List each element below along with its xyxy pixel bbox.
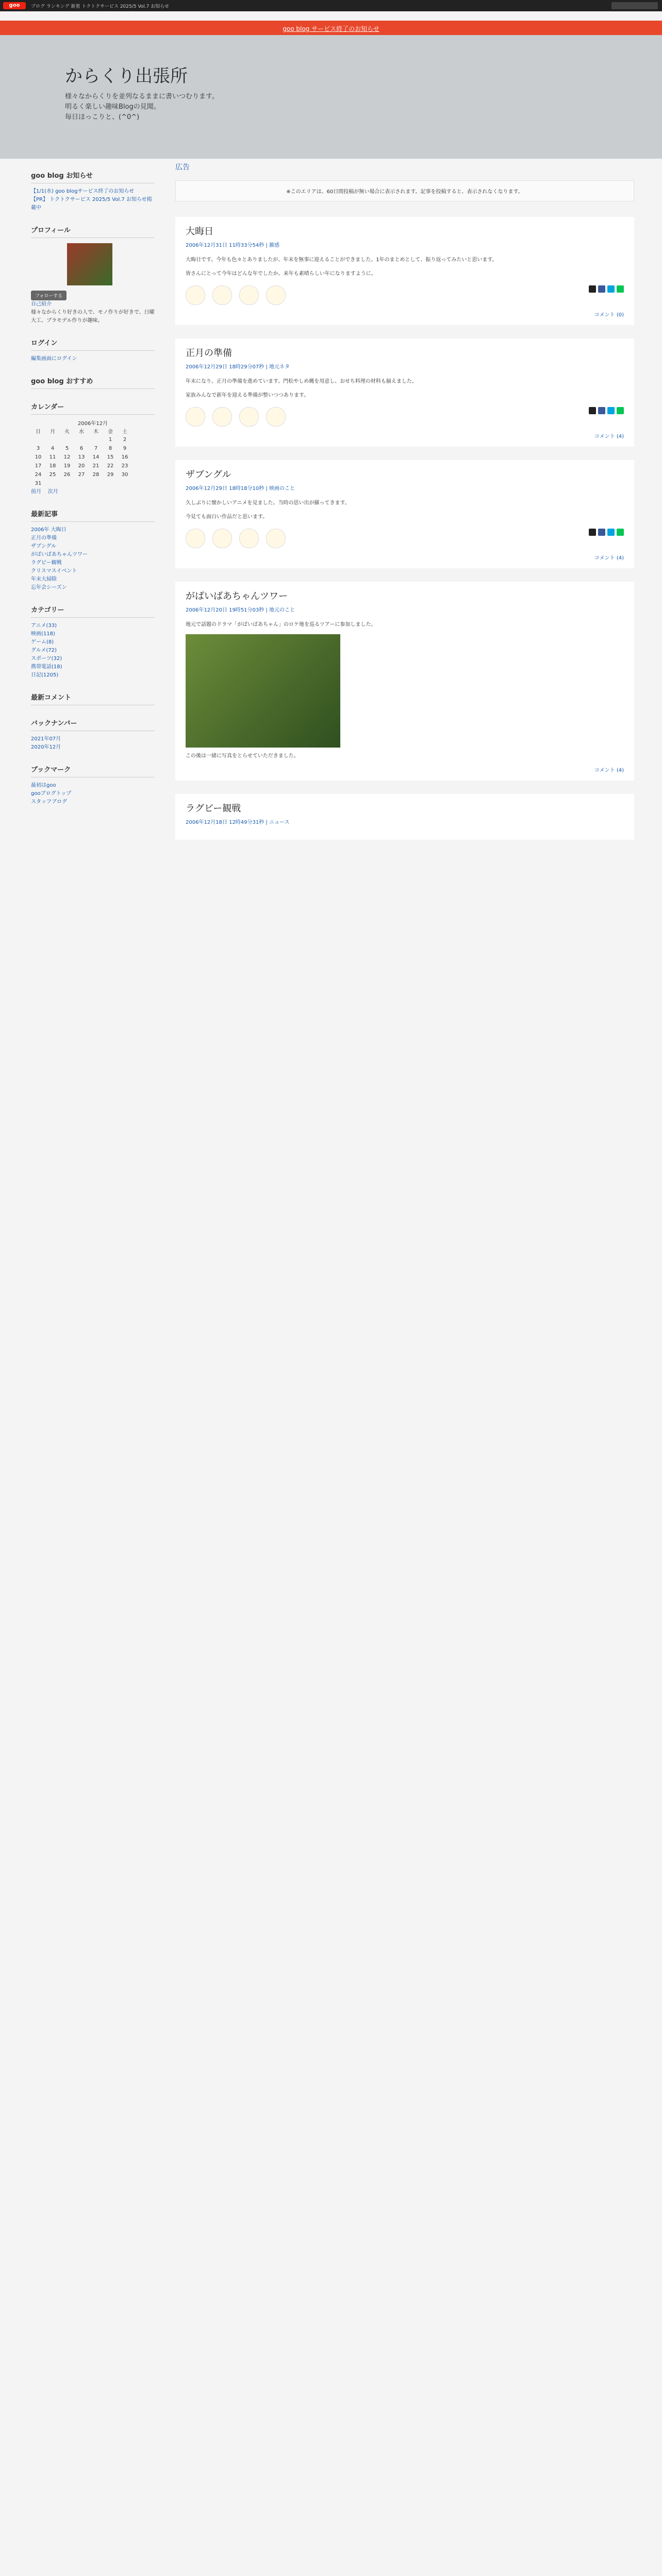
calendar-month: 2006年12月	[77, 421, 108, 427]
blog-post	[175, 217, 634, 325]
calendar-day[interactable]	[45, 479, 60, 488]
calendar-table	[31, 427, 132, 488]
category-item[interactable]: グルメ(72)	[31, 648, 57, 653]
calendar-day[interactable]: 22	[107, 463, 114, 469]
recent-item[interactable]: 正月の準備	[31, 535, 57, 541]
x-share-icon[interactable]	[589, 285, 596, 293]
reaction-bar	[186, 529, 624, 549]
post-title[interactable]: ザブングル	[186, 469, 231, 480]
sidebar-backnumber	[31, 718, 155, 752]
category-item[interactable]: ゲーム(8)	[31, 639, 54, 645]
sidebar-heading: カテゴリー	[31, 604, 155, 618]
sidebar	[31, 170, 155, 819]
blog-post	[175, 338, 634, 447]
reaction-icon[interactable]	[186, 285, 205, 305]
profile-avatar	[67, 243, 112, 285]
calendar-day[interactable]: 16	[121, 454, 128, 460]
reaction-bar	[186, 285, 624, 306]
sidebar-recent	[31, 509, 155, 592]
post-paragraph: 今見ても面白い作品だと思います。	[186, 514, 268, 520]
calendar-day[interactable]	[74, 479, 89, 488]
backnumber-item[interactable]: 2020年12月	[31, 744, 61, 750]
reaction-icon[interactable]	[212, 285, 232, 305]
notice-item[interactable]: 【PR】 トクトクサービス 2025/5 Vol.7 お知らせ掲載中	[31, 197, 152, 211]
bookmark-item[interactable]: スタッフブログ	[31, 799, 67, 805]
calendar-day[interactable]: 19	[63, 463, 71, 469]
blog-title[interactable]: からくり出張所	[65, 66, 188, 87]
reaction-icon[interactable]	[266, 285, 286, 305]
hatena-share-icon[interactable]	[607, 529, 615, 536]
calendar-next[interactable]: 次月	[47, 489, 58, 495]
calendar-day[interactable]: 3	[36, 446, 40, 451]
post-meta[interactable]: 2006年12月29日 18時18分10秒 | 映画のこと	[186, 486, 295, 492]
comment-link[interactable]: コメント (0)	[594, 312, 624, 318]
reaction-icon[interactable]	[239, 407, 259, 427]
post-title[interactable]: がばいばあちゃんツワー	[186, 591, 288, 602]
calendar-weekday: 日	[36, 429, 41, 435]
calendar-prev[interactable]: 前月	[31, 489, 41, 495]
sidebar-recommend	[31, 376, 155, 389]
sidebar-calendar	[31, 401, 155, 496]
sidebar-heading: 最新記事	[31, 509, 155, 522]
calendar-day[interactable]: 9	[123, 446, 127, 451]
post-paragraph: 地元で話題のドラマ「がばいばあちゃん」のロケ地を巡るツアーに参加しました。	[186, 622, 376, 628]
top-links[interactable]: ブログ ランキング 新着 トクトクサービス 2025/5 Vol.7 お知らせ	[31, 4, 169, 9]
blog-post	[175, 794, 634, 840]
calendar-day[interactable]: 6	[79, 446, 84, 451]
blog-description	[65, 92, 261, 123]
bookmark-item[interactable]: gooブログトップ	[31, 791, 72, 796]
category-item[interactable]: アニメ(33)	[31, 623, 57, 629]
sidebar-heading: カレンダー	[31, 401, 155, 415]
reaction-icon[interactable]	[212, 407, 232, 427]
calendar-weekday: 土	[122, 429, 127, 435]
reaction-icon[interactable]	[239, 285, 259, 305]
calendar-day[interactable]	[103, 479, 118, 488]
category-item[interactable]: 携帯電話(18)	[31, 664, 62, 670]
post-meta[interactable]: 2006年12月29日 18時29分07秒 | 地元ネタ	[186, 364, 290, 370]
share-buttons	[587, 285, 624, 293]
sidebar-categories	[31, 604, 155, 680]
sidebar-heading: goo blog おすすめ	[31, 376, 155, 389]
facebook-share-icon[interactable]	[598, 407, 605, 414]
sidebar-login	[31, 337, 155, 363]
sidebar-heading: バックナンバー	[31, 718, 155, 731]
post-title[interactable]: ラグビー観戦	[186, 803, 241, 814]
calendar-weekday: 月	[50, 429, 55, 435]
comment-link[interactable]: コメント (4)	[594, 434, 624, 439]
calendar-day[interactable]: 23	[121, 463, 128, 469]
ad-label: 広告	[175, 163, 190, 172]
post-paragraph: 年末になり、正月の準備を進めています。門松やしめ縄を用意し、おせち料理の材料も揃えました。	[186, 379, 417, 384]
calendar-day[interactable]	[60, 435, 74, 444]
login-link[interactable]: 編集画面にログイン	[31, 356, 77, 362]
sidebar-notices	[31, 170, 155, 212]
reaction-icon[interactable]	[239, 529, 259, 548]
calendar-day[interactable]: 30	[121, 472, 128, 478]
follow-button[interactable]: フォローする	[31, 291, 67, 300]
recent-item[interactable]: 忘年会シーズン	[31, 585, 67, 590]
calendar-day[interactable]: 24	[35, 472, 42, 478]
post-meta[interactable]: 2006年12月31日 11時33分54秒 | 雑感	[186, 243, 279, 248]
facebook-share-icon[interactable]	[598, 529, 605, 536]
calendar-day[interactable]	[89, 479, 103, 488]
category-item[interactable]: 映画(118)	[31, 631, 55, 637]
calendar-day[interactable]: 29	[107, 472, 114, 478]
comment-link[interactable]: コメント (4)	[594, 768, 624, 773]
calendar-day[interactable]: 31	[35, 481, 42, 486]
post-body	[186, 620, 624, 760]
sidebar-heading: goo blog お知らせ	[31, 170, 155, 183]
calendar-weekday: 金	[108, 429, 113, 435]
calendar-day[interactable]: 17	[35, 463, 42, 469]
calendar-day[interactable]	[74, 435, 89, 444]
notice-item[interactable]: 【1/1(水) goo blogサービス終了のお知らせ	[31, 189, 135, 194]
recent-item[interactable]: ラグビー観戦	[31, 560, 62, 566]
calendar-day[interactable]	[118, 479, 132, 488]
reaction-bar	[186, 407, 624, 428]
blog-post	[175, 460, 634, 568]
sidebar-heading: 最新コメント	[31, 692, 155, 705]
recent-item[interactable]: クリスマスイベント	[31, 568, 77, 574]
calendar-day[interactable]: 21	[92, 463, 100, 469]
backnumber-item[interactable]: 2021年07月	[31, 736, 61, 742]
category-item[interactable]: スポーツ(32)	[31, 656, 62, 662]
calendar-day[interactable]	[31, 435, 45, 444]
service-notice-bar[interactable]	[0, 21, 662, 35]
post-paragraph: この後は一緒に写真をとらせていただきました。	[186, 753, 299, 759]
reaction-icon[interactable]	[186, 407, 205, 427]
calendar-weekday: 火	[64, 429, 70, 435]
share-buttons	[587, 529, 624, 536]
calendar-day[interactable]: 5	[65, 446, 69, 451]
reaction-icon[interactable]	[212, 529, 232, 548]
sidebar-heading: ブックマーク	[31, 764, 155, 777]
calendar-day[interactable]: 27	[78, 472, 85, 478]
x-share-icon[interactable]	[589, 529, 596, 536]
post-paragraph: 家族みんなで新年を迎える準備が整いつつあります。	[186, 393, 309, 398]
blog-header	[0, 35, 662, 159]
post-paragraph: 皆さんにとって今年はどんな年でしたか。来年も素晴らしい年になりますように。	[186, 271, 376, 277]
sidebar-bookmark	[31, 764, 155, 806]
calendar-day[interactable]: 12	[63, 454, 71, 460]
category-item[interactable]: 日記(1205)	[31, 672, 59, 678]
post-body	[186, 377, 624, 400]
line-share-icon[interactable]	[617, 285, 624, 293]
calendar-day[interactable]	[60, 479, 74, 488]
calendar-day[interactable]: 28	[92, 472, 100, 478]
calendar-day[interactable]: 15	[107, 454, 114, 460]
recent-item[interactable]: ザブングル	[31, 544, 57, 549]
recent-item[interactable]: 年末大掃除	[31, 577, 57, 582]
facebook-share-icon[interactable]	[598, 285, 605, 293]
comment-link[interactable]: コメント (4)	[594, 555, 624, 561]
sidebar-heading: プロフィール	[31, 225, 155, 238]
sidebar-heading: ログイン	[31, 337, 155, 351]
goo-logo[interactable]: goo	[3, 2, 26, 9]
calendar-day[interactable]: 10	[35, 454, 42, 460]
post-title[interactable]: 正月の準備	[186, 348, 232, 359]
post-meta[interactable]: 2006年12月20日 19時51分03秒 | 地元のこと	[186, 607, 295, 613]
calendar-day[interactable]: 2	[123, 437, 127, 443]
calendar-weekday: 木	[93, 429, 98, 435]
calendar-day[interactable]: 13	[78, 454, 85, 460]
calendar-weekday: 水	[79, 429, 84, 435]
calendar-day[interactable]: 26	[63, 472, 71, 478]
profile-name[interactable]: 自己紹介	[31, 301, 52, 307]
recent-item[interactable]: がばいばあちゃんツワー	[31, 552, 88, 557]
calendar-day[interactable]: 8	[108, 446, 112, 451]
top-search-box[interactable]	[611, 2, 658, 9]
line-share-icon[interactable]	[617, 407, 624, 414]
sidebar-profile	[31, 225, 155, 325]
calendar-day[interactable]: 7	[94, 446, 98, 451]
profile-text: 様々なからくり好きの人で、モノ作りが好きで、日曜大工、プラモデル作りが趣味。	[31, 310, 155, 324]
bookmark-item[interactable]: 最初はgoo	[31, 783, 56, 788]
x-share-icon[interactable]	[589, 407, 596, 414]
blog-description-text: 様々なからくりを並列なるままに書いつむります。 明るく楽しい趣味Blogの見聞。 毎日ほっこりと、(^0^)	[65, 93, 219, 121]
post-meta[interactable]: 2006年12月18日 12時49分31秒 | ニュース	[186, 820, 290, 825]
calendar-day[interactable]	[45, 435, 60, 444]
inactive-notice: ※このエリアは、60日間投稿が無い場合に表示されます。記事を投稿すると、表示されなくなります。	[175, 180, 634, 201]
calendar-day[interactable]: 20	[78, 463, 85, 469]
calendar-day[interactable]: 14	[92, 454, 100, 460]
post-body	[186, 499, 624, 521]
calendar-day[interactable]: 11	[49, 454, 56, 460]
recent-item[interactable]: 2006年 大晦日	[31, 527, 67, 533]
calendar-day[interactable]: 25	[49, 472, 56, 478]
calendar-day[interactable]: 18	[49, 463, 56, 469]
sidebar-comments	[31, 692, 155, 705]
calendar-day[interactable]: 4	[51, 446, 55, 451]
blog-post	[175, 582, 634, 781]
post-paragraph: 久しぶりに懐かしいアニメを見ました。当時の思い出が蘇ってきます。	[186, 500, 350, 506]
post-body	[186, 256, 624, 278]
post-paragraph: 大晦日です。今年も色々とありましたが、年末を無事に迎えることができました。1年のまとめとして、振り返ってみたいと思います。	[186, 257, 498, 263]
post-photo	[186, 634, 340, 748]
global-top-bar	[0, 0, 662, 11]
reaction-icon[interactable]	[266, 529, 286, 548]
calendar-day[interactable]	[89, 435, 103, 444]
main-content	[175, 155, 634, 853]
calendar-day[interactable]: 1	[108, 437, 112, 443]
reaction-icon[interactable]	[266, 407, 286, 427]
post-title[interactable]: 大晦日	[186, 226, 213, 237]
notice-link[interactable]: goo blog サービス終了のお知らせ	[283, 25, 379, 32]
share-buttons	[587, 407, 624, 414]
reaction-icon[interactable]	[186, 529, 205, 548]
hatena-share-icon[interactable]	[607, 407, 615, 414]
hatena-share-icon[interactable]	[607, 285, 615, 293]
line-share-icon[interactable]	[617, 529, 624, 536]
